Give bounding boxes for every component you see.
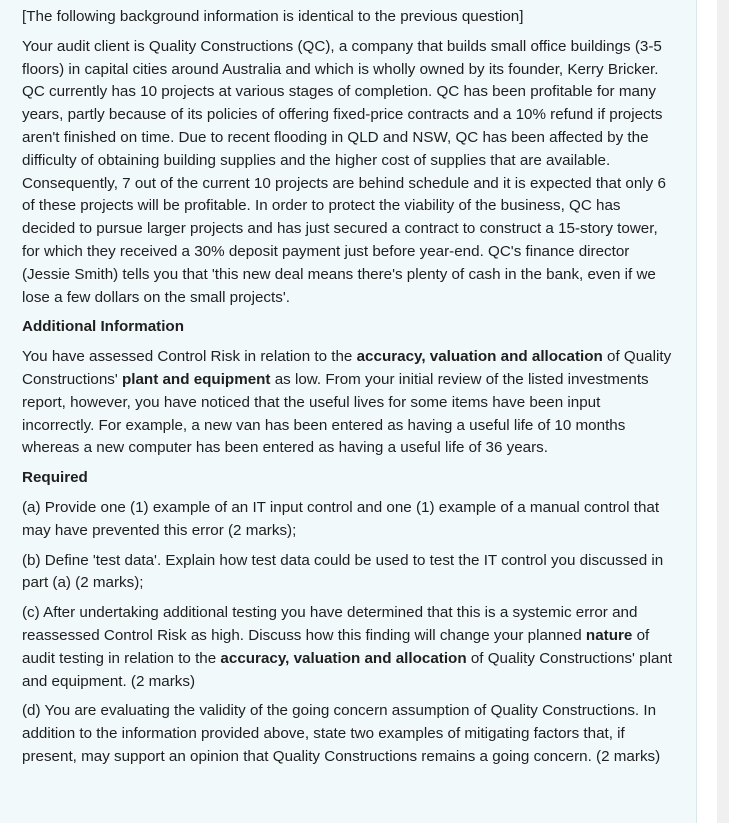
scrollbar[interactable] [717,0,729,823]
additional-text-2: of Quality Constructions' [22,348,672,388]
question-part-b: (b) Define 'test data'. Explain how test data could be used to test the IT control you discussed in part (a) (2 marks); [22,551,664,592]
part-c-bold-2: accuracy, valuation and allocation [220,649,467,667]
additional-bold-1: accuracy, valuation and allocation [356,348,603,366]
additional-info-heading: Additional Information [22,318,184,336]
additional-info-paragraph [22,346,676,460]
additional-bold-2: plant and equipment [121,370,271,388]
required-heading: Required [22,469,88,487]
question-part-c [22,602,676,693]
part-c-text-3: of Quality Constructions' plant and equipment. (2 marks) [22,649,673,690]
intro-note: [The following background information is identical to the previous question] [22,8,524,25]
additional-text-1: You have assessed Control Risk in relation to the [22,348,357,366]
question-part-a: (a) Provide one (1) example of an IT input control and one (1) example of a manual control that may have prevented this error (2 marks); [22,498,660,539]
part-c-text-1: (c) After undertaking additional testing you have determined that this is a systemic error and reassessed Control Risk as high. Discuss how this finding will change your planned [22,604,638,644]
additional-text-3: as low. From your initial review of the listed investments report, however, you have noticed that the useful lives for some items have been input incorrectly. For example, a new van has been entered as having a useful life of 10 months whereas a new computer has been entered as having a useful life of 36 years. [22,370,649,457]
part-c-text-2: of audit testing in relation to the [22,626,650,667]
part-c-bold-1: nature [585,626,633,644]
question-part-d: (d) You are evaluating the validity of the going concern assumption of Quality Constructions. In addition to the information provided above, state two examples of mitigating factors that, if present, may support an opinion that Quality Constructions remains a going concern. (2 marks) [22,702,661,765]
background-paragraph: Your audit client is Quality Constructions (QC), a company that builds small office buildings (3-5 floors) in capital cities around Australia and which is wholly owned by its founder, Kerry Bricker. QC currently has 10 projects at various stages of completion. QC has been profitable for many years, partly because of its policies of offering fixed-price contracts and a 10% refund if projects aren't finished on time. Due to recent flooding in QLD and NSW, QC has been affected by the difficulty of obtaining building supplies and the higher cost of supplies that are available. Consequently, 7 out of the current 10 projects are behind schedule and it is expected that only 6 of these projects will be profitable. In order to protect the viability of the business, QC has decided to pursue larger projects and has just secured a contract to construct a 15-story tower, for which they received a 30% deposit payment just before year-end. QC's finance director (Jessie Smith) tells you that 'this new deal means there's plenty of cash in the bank, even if we lose a few dollars on the small projects'. [22,37,666,306]
